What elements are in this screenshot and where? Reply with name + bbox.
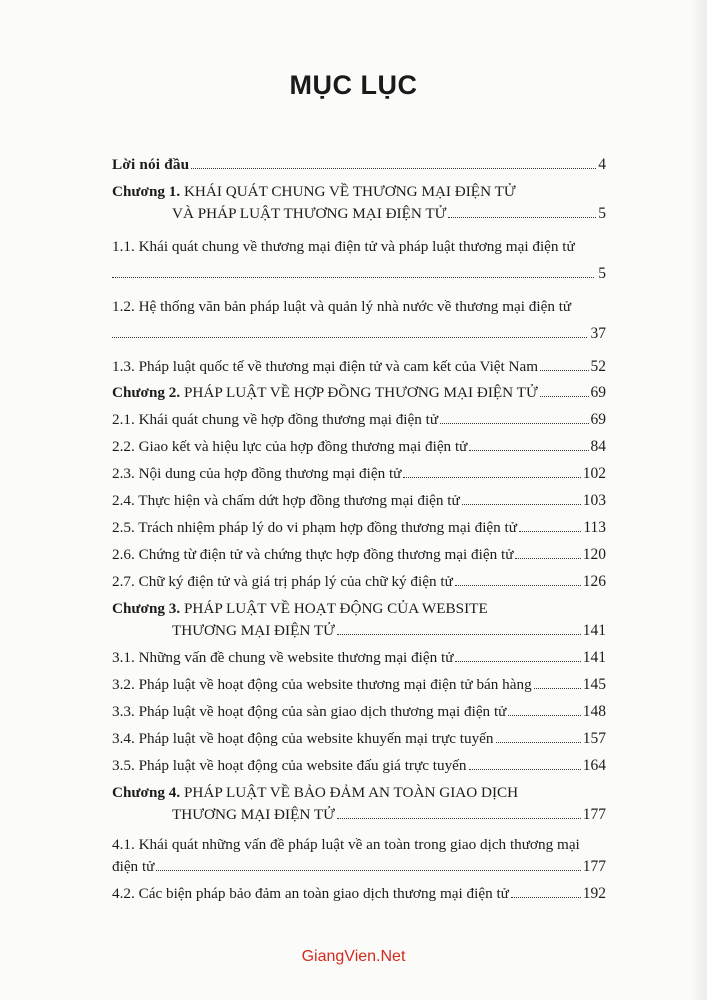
chapter-label: Chương 1. xyxy=(112,183,181,200)
dot-leader xyxy=(337,817,581,819)
dot-leader xyxy=(469,768,581,770)
toc-page-number: 164 xyxy=(582,757,606,774)
toc-entry-4-1[interactable] xyxy=(112,836,606,854)
chapter-title-line1: KHÁI QUÁT CHUNG VỀ THƯƠNG MẠI ĐIỆN TỬ xyxy=(180,183,516,200)
toc-entry-text: 3.2. Pháp luật về hoạt động của website thương mại điện tử bán hàng xyxy=(112,676,532,693)
toc-page-number: 5 xyxy=(598,205,606,222)
toc-entry-text: 3.1. Những vấn đề chung về website thương mại điện tử xyxy=(112,649,454,666)
dot-leader xyxy=(519,530,581,532)
toc-chapter-1-heading[interactable] xyxy=(112,183,606,201)
dot-leader xyxy=(455,584,581,586)
dot-leader xyxy=(455,660,580,662)
toc-chapter-2-heading[interactable] xyxy=(112,384,606,402)
toc-entry-preface[interactable] xyxy=(112,156,606,174)
toc-entry-text: 2.2. Giao kết và hiệu lực của hợp đồng thương mại điện tử xyxy=(112,438,468,455)
toc-entry-text: 1.1. Khái quát chung về thương mại điện tử và pháp luật thương mại điện tử xyxy=(112,238,575,255)
footer-watermark: GiangVien.Net xyxy=(301,948,406,965)
toc-page-number: 102 xyxy=(582,465,606,482)
toc-entry-text: 2.4. Thực hiện và chấm dứt hợp đồng thương mại điện tử xyxy=(112,492,460,509)
chapter-label: Chương 3. xyxy=(112,600,181,617)
chapter-title: PHÁP LUẬT VỀ HỢP ĐỒNG THƯƠNG MẠI ĐIỆN TỬ xyxy=(180,384,538,401)
table-of-contents xyxy=(112,156,606,903)
toc-entry-3-5[interactable] xyxy=(112,757,606,775)
toc-entry-text: 3.4. Pháp luật về hoạt động của website khuyến mại trực tuyến xyxy=(112,730,494,747)
toc-entry-2-1[interactable] xyxy=(112,411,606,429)
toc-chapter-3-line2[interactable] xyxy=(112,622,606,640)
dot-leader xyxy=(337,633,581,635)
toc-entry-text: 3.3. Pháp luật về hoạt động của sàn giao dịch thương mại điện tử xyxy=(112,703,507,720)
toc-page-number: 52 xyxy=(590,358,606,375)
chapter-title-line2: THƯƠNG MẠI ĐIỆN TỬ xyxy=(172,622,335,639)
dot-leader xyxy=(462,503,581,505)
toc-entry-text: Lời nói đầu xyxy=(112,156,190,173)
toc-entry-3-1[interactable] xyxy=(112,649,606,667)
toc-page-number: 126 xyxy=(582,573,606,590)
dot-leader xyxy=(469,449,588,451)
toc-entry-2-3[interactable] xyxy=(112,465,606,483)
toc-page-number: 37 xyxy=(590,325,606,342)
page-title: MỤC LỤC xyxy=(289,70,418,100)
toc-entry-1-3[interactable] xyxy=(112,358,606,376)
toc-entry-3-2[interactable] xyxy=(112,676,606,694)
toc-page-number: 113 xyxy=(583,519,606,536)
chapter-label: Chương 4. xyxy=(112,784,181,801)
dot-leader xyxy=(156,869,580,871)
toc-page-number: 177 xyxy=(582,806,606,823)
dot-leader xyxy=(508,714,580,716)
toc-page-number: 141 xyxy=(582,622,606,639)
page-edge-shadow xyxy=(689,0,707,1000)
dot-leader xyxy=(112,336,587,338)
toc-entry-text: 1.3. Pháp luật quốc tế về thương mại điện tử và cam kết của Việt Nam xyxy=(112,358,539,375)
dot-leader xyxy=(496,741,581,743)
toc-chapter-1-line2[interactable] xyxy=(112,205,606,223)
toc-chapter-4-heading[interactable] xyxy=(112,784,606,802)
toc-entry-text: 3.5. Pháp luật về hoạt động của website đấu giá trực tuyến xyxy=(112,757,467,774)
toc-entry-text: 2.6. Chứng từ điện tử và chứng thực hợp đồng thương mại điện tử xyxy=(112,546,514,563)
dot-leader xyxy=(403,476,580,478)
toc-page-number: 141 xyxy=(582,649,606,666)
toc-entry-4-2[interactable] xyxy=(112,885,606,903)
toc-page-number: 5 xyxy=(598,265,606,282)
toc-entry-2-6[interactable] xyxy=(112,546,606,564)
toc-entry-text: 2.3. Nội dung của hợp đồng thương mại điện tử xyxy=(112,465,402,482)
toc-entry-text: 2.7. Chữ ký điện tử và giá trị pháp lý của chữ ký điện tử xyxy=(112,573,453,590)
toc-chapter-3-heading[interactable] xyxy=(112,600,606,618)
chapter-label: Chương 2. xyxy=(112,384,181,401)
chapter-title-line1: PHÁP LUẬT VỀ HOẠT ĐỘNG CỦA WEBSITE xyxy=(180,600,488,617)
toc-entry-1-2[interactable] xyxy=(112,298,606,316)
toc-entry-2-7[interactable] xyxy=(112,573,606,591)
toc-entry-2-4[interactable] xyxy=(112,492,606,510)
chapter-title-line1: PHÁP LUẬT VỀ BẢO ĐẢM AN TOÀN GIAO DỊCH xyxy=(180,784,519,801)
toc-page-number: 69 xyxy=(590,384,606,401)
toc-entry-1-1-leader xyxy=(112,265,606,283)
dot-leader xyxy=(534,687,581,689)
toc-entry-text-continued: điện tử xyxy=(112,858,155,875)
toc-entry-text: 2.5. Trách nhiệm pháp lý do vi phạm hợp đồng thương mại điện tử xyxy=(112,519,518,536)
toc-page-number: 4 xyxy=(598,156,606,173)
toc-page-number: 148 xyxy=(582,703,606,720)
toc-page-number: 103 xyxy=(582,492,606,509)
toc-page-number: 157 xyxy=(582,730,606,747)
toc-entry-2-2[interactable] xyxy=(112,438,606,456)
toc-entry-4-1-line2[interactable] xyxy=(112,858,606,876)
dot-leader xyxy=(515,557,580,559)
dot-leader xyxy=(448,216,596,218)
toc-entry-1-1[interactable] xyxy=(112,238,606,256)
dot-leader xyxy=(112,276,594,278)
toc-chapter-4-line2[interactable] xyxy=(112,806,606,824)
toc-page-number: 145 xyxy=(582,676,606,693)
toc-page-number: 84 xyxy=(590,438,606,455)
toc-entry-1-2-leader xyxy=(112,325,606,343)
toc-entry-2-5[interactable] xyxy=(112,519,606,537)
toc-page-number: 69 xyxy=(590,411,606,428)
toc-entry-text: 4.2. Các biện pháp bảo đảm an toàn giao dịch thương mại điện tử xyxy=(112,885,509,902)
dot-leader xyxy=(191,167,596,169)
toc-entry-text: 1.2. Hệ thống văn bản pháp luật và quản lý nhà nước về thương mại điện tử xyxy=(112,298,572,315)
toc-entry-text: 2.1. Khái quát chung về hợp đồng thương mại điện tử xyxy=(112,411,439,428)
toc-entry-3-4[interactable] xyxy=(112,730,606,748)
dot-leader xyxy=(540,395,589,397)
dot-leader xyxy=(511,896,581,898)
chapter-title-line2: THƯƠNG MẠI ĐIỆN TỬ xyxy=(172,806,335,823)
toc-entry-text: 4.1. Khái quát những vấn đề pháp luật về an toàn trong giao dịch thương mại xyxy=(112,836,580,853)
dot-leader xyxy=(440,422,588,424)
toc-page-number: 192 xyxy=(582,885,606,902)
toc-page-number: 177 xyxy=(582,858,606,875)
toc-page-number: 120 xyxy=(582,546,606,563)
chapter-title-line2: VÀ PHÁP LUẬT THƯƠNG MẠI ĐIỆN TỬ xyxy=(172,205,447,222)
dot-leader xyxy=(540,369,588,371)
toc-entry-3-3[interactable] xyxy=(112,703,606,721)
